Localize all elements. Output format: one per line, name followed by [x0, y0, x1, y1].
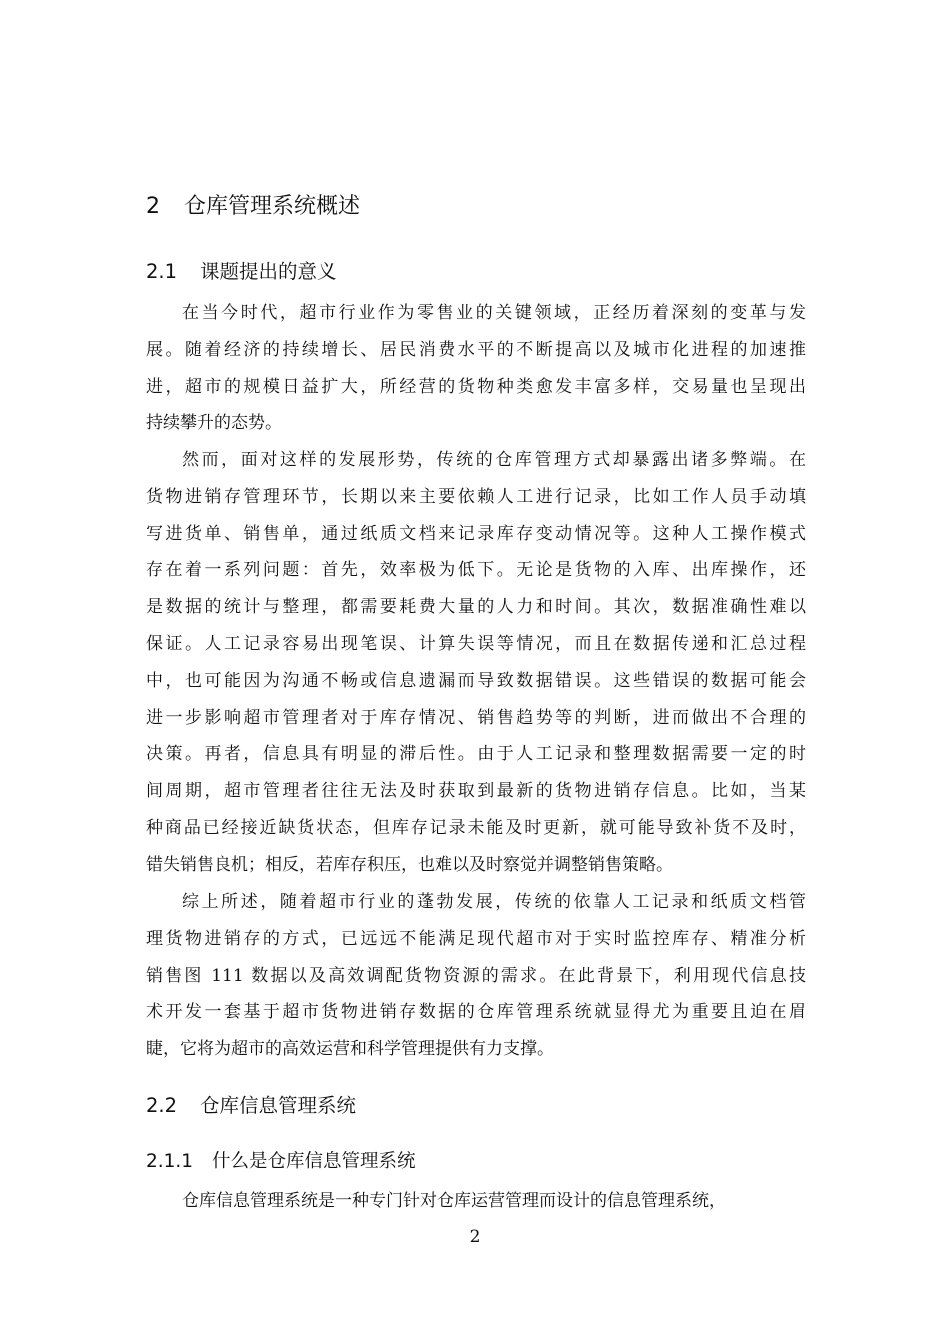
- section-title: 课题提出的意义: [200, 260, 337, 283]
- section-heading-2-1: [146, 257, 337, 287]
- subsection-number: 2.1.1: [146, 1151, 194, 1172]
- paragraph-line: 进，超市的规模日益扩大，所经营的货物种类愈发丰富多样，交易量也呈现出: [146, 376, 806, 397]
- chapter-heading: [146, 190, 360, 224]
- paragraph-line: 种商品已经接近缺货状态，但库存记录未能及时更新，就可能导致补货不及时，: [146, 817, 806, 838]
- page-number: 2: [469, 1227, 481, 1247]
- section-title: 仓库信息管理系统: [200, 1094, 357, 1117]
- paragraph-line: 综上所述，随着超市行业的蓬勃发展，传统的依靠人工记录和纸质文档管: [182, 892, 806, 912]
- paragraph-significance-3: [146, 884, 806, 1068]
- paragraph-line: 决策。再者，信息具有明显的滞后性。由于人工记录和整理数据需要一定的时: [146, 744, 806, 765]
- paragraph-line: 进一步影响超市管理者对于库存情况、销售趋势等的判断，进而做出不合理的: [146, 707, 806, 728]
- paragraph-line: 在当今时代，超市行业作为零售业的关键领域，正经历着深刻的变革与发: [182, 303, 806, 323]
- paragraph-line: 写进货单、销售单，通过纸质文档来记录库存变动情况等。这种人工操作模式: [146, 523, 806, 544]
- paragraph-significance-2: [146, 442, 806, 884]
- paragraph-line: 保证。人工记录容易出现笔误、计算失误等情况，而且在数据传递和汇总过程: [146, 633, 806, 654]
- paragraph-line: 睫，它将为超市的高效运营和科学管理提供有力支撑。: [146, 1039, 554, 1060]
- paragraph-line: 错失销售良机；相反，若库存积压，也难以及时察觉并调整销售策略。: [146, 854, 673, 875]
- section-number: 2.1: [146, 260, 178, 283]
- section-number: 2.2: [146, 1094, 178, 1117]
- section-heading-2-2: [146, 1091, 356, 1121]
- paragraph-wms-definition: [146, 1183, 806, 1220]
- subsection-heading-2-1-1: [146, 1147, 416, 1177]
- subsection-title: 什么是仓库信息管理系统: [212, 1151, 416, 1172]
- chapter-title: 仓库管理系统概述: [184, 194, 361, 219]
- paragraph-significance-1: [146, 295, 806, 442]
- paragraph-line: 中，也可能因为沟通不畅或信息遗漏而导致数据错误。这些错误的数据可能会: [146, 670, 806, 691]
- paragraph-line: 展。随着经济的持续增长、居民消费水平的不断提高以及城市化进程的加速推: [146, 339, 806, 360]
- chapter-number: 2: [146, 194, 160, 219]
- paragraph-line: 然而，面对这样的发展形势，传统的仓库管理方式却暴露出诸多弊端。在: [182, 450, 806, 470]
- paragraph-line: 术开发一套基于超市货物进销存数据的仓库管理系统就显得尤为重要且迫在眉: [146, 1002, 806, 1023]
- paragraph-line: 间周期，超市管理者往往无法及时获取到最新的货物进销存信息。比如，当某: [146, 781, 806, 802]
- paragraph-line: 是数据的统计与整理，都需要耗费大量的人力和时间。其次，数据准确性难以: [146, 597, 806, 618]
- paragraph-line: 销售图 111 数据以及高效调配货物资源的需求。在此背景下，利用现代信息技: [146, 965, 806, 986]
- paragraph-line: 存在着一系列问题：首先，效率极为低下。无论是货物的入库、出库操作，还: [146, 560, 806, 581]
- paragraph-line: 理货物进销存的方式，已远远不能满足现代超市对于实时监控库存、精准分析: [146, 928, 806, 949]
- paragraph-line: 持续攀升的态势。: [146, 413, 282, 434]
- paragraph-line: 货物进销存管理环节，长期以来主要依赖人工进行记录，比如工作人员手动填: [146, 486, 806, 507]
- paragraph-line: 仓库信息管理系统是一种专门针对仓库运营管理而设计的信息管理系统，: [182, 1191, 726, 1211]
